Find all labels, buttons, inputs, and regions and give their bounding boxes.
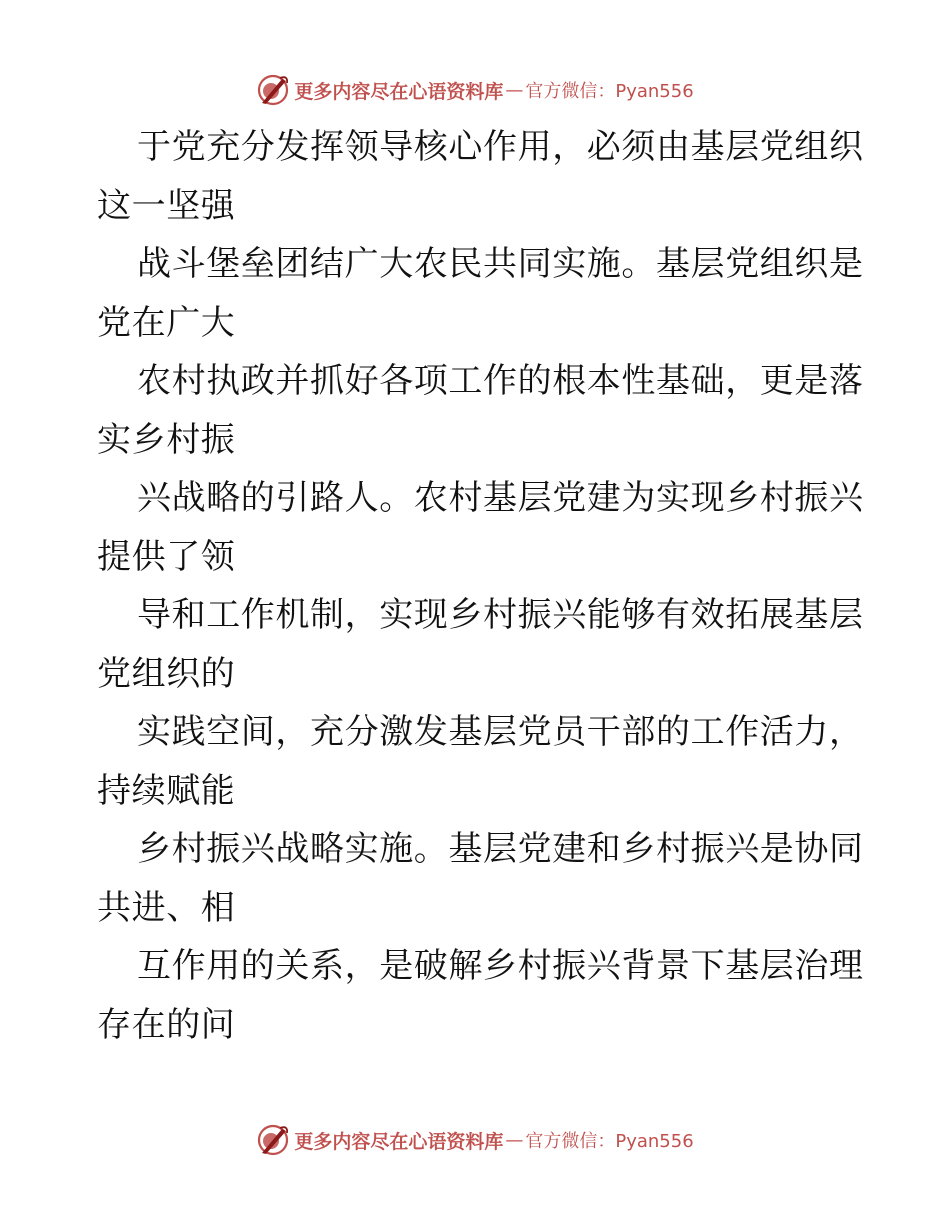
banner-wechat: 官方微信：Pyan556 — [525, 81, 694, 102]
footer-banner — [0, 1120, 950, 1160]
body-line: 这一坚强 — [97, 185, 236, 226]
quill-logo-icon — [256, 1123, 290, 1157]
body-line: 兴战略的引路人。农村基层党建为实现乡村振兴 — [137, 478, 864, 518]
body-line: 实乡村振 — [97, 419, 236, 460]
body-line: 乡村振兴战略实施。基层党建和乡村振兴是协同 — [137, 829, 864, 869]
body-line: 提供了领 — [97, 536, 236, 577]
banner-wechat: 官方微信：Pyan556 — [525, 1131, 694, 1152]
body-line: 导和工作机制，实现乡村振兴能够有效拓展基层 — [137, 595, 864, 635]
body-line: 党在广大 — [97, 302, 236, 343]
document-body — [97, 118, 864, 1054]
body-line: 战斗堡垒团结广大农民共同实施。基层党组织是 — [137, 244, 864, 284]
body-line: 存在的问 — [97, 1004, 236, 1045]
banner-title: 更多内容尽在心语资料库 — [294, 80, 504, 103]
body-line: 农村执政并抓好各项工作的根本性基础，更是落 — [137, 361, 864, 401]
header-banner — [0, 70, 950, 110]
banner-title: 更多内容尽在心语资料库 — [294, 1130, 504, 1153]
banner-dash: — — [505, 1129, 524, 1151]
body-line: 持续赋能 — [97, 770, 236, 811]
quill-logo-icon — [256, 73, 290, 107]
body-line: 共进、相 — [97, 887, 236, 928]
body-line: 于党充分发挥领导核心作用，必须由基层党组织 — [137, 127, 864, 167]
body-line: 党组织的 — [97, 653, 236, 694]
banner-dash: — — [505, 79, 524, 101]
body-line: 实践空间，充分激发基层党员干部的工作活力， — [137, 712, 864, 752]
body-line: 互作用的关系，是破解乡村振兴背景下基层治理 — [137, 946, 864, 986]
